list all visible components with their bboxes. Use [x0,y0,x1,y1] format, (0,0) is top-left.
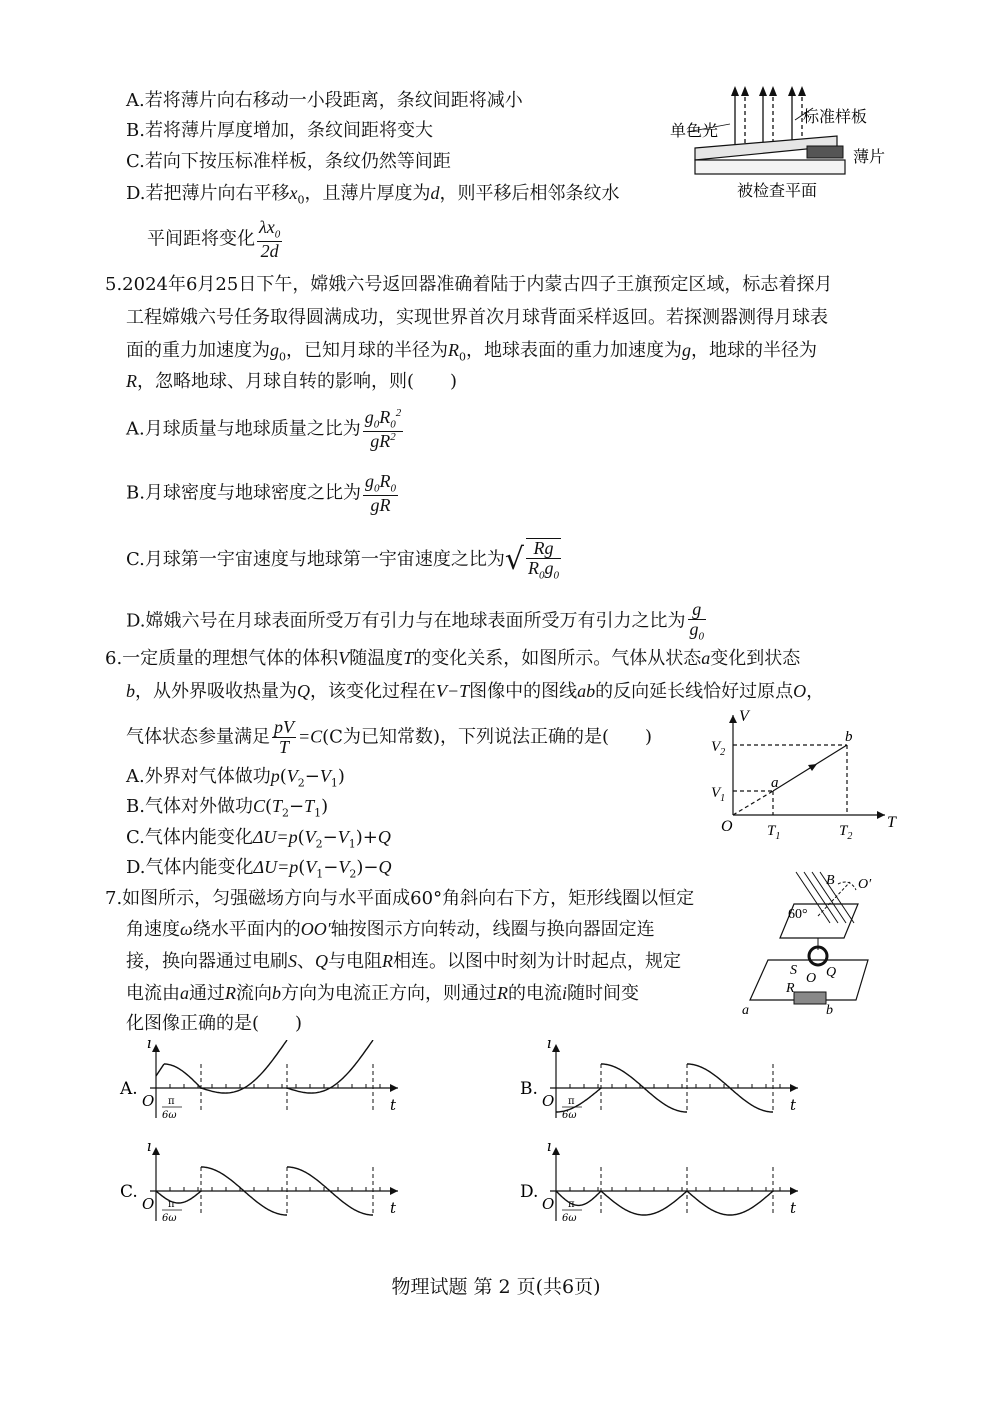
q6-option-d: D.气体内能变化$\Delta U=p(V_1-V_2)-Q$ [126,857,392,881]
origin-label: O [142,1092,155,1110]
point-b-label: b [845,729,853,745]
q5-opt-a-text: A.月球质量与地球质量之比为 [126,418,361,440]
q4-option-a: A.若将薄片向右移动一小段距离，条纹间距将减小 [126,90,523,111]
label-standard-plate: 标准样板 [803,109,868,126]
t2-label: $T_2$ [839,823,853,842]
q7-s2a: 角速度 [126,919,180,940]
axis-arrows [152,1044,398,1092]
t-axis-label: t [790,1199,797,1217]
current-waveform [556,1191,773,1215]
q6-s2a: ，从外界吸收热量为 [135,681,297,702]
v1-label: $V_1$ [711,785,726,804]
q6-s1d: 变化到状态 [710,648,801,669]
current-waveform [156,1040,373,1093]
tick-label-numerator: π [568,1096,575,1107]
q4-option-d-line2: 平间距将变化 $\frac{\lambda x_0}{2d}$ [147,217,281,262]
q6-opt-c-text: C.气体内能变化 [126,827,253,848]
q6-option-a: A.外界对气体做功$p(V_2-V_1)$ [126,766,345,790]
q5-option-c: C.月球第一宇宙速度与地球第一宇宙速度之比为√ $\frac{Rg}{R_0g_0}$ [126,538,559,582]
q4-option-d-line2-text: 平间距将变化 [147,228,255,250]
q7-s2b: 绕水平面内的 [192,919,301,940]
q6-opt-a-text: A.外界对气体做功 [126,766,271,787]
axis-arrows [552,1044,798,1092]
terminal-b-label: b [826,1003,833,1018]
axis-arrows [152,1147,398,1195]
label-inspected-surface: 被检查平面 [737,183,818,200]
tick-label-denominator: 6ω [162,1110,177,1121]
q7-s2c: 轴按图示方向转动，线圈与换向器固定连 [330,919,655,940]
graph-d-svg [518,1143,808,1238]
q5-opt-b-text: B.月球密度与地球密度之比为 [126,482,361,504]
graph-option-label: B. [520,1079,538,1099]
q6-s2b: ，该变化过程在 [310,681,436,702]
q4-option-d-mid: ，且薄片厚度为 [304,183,431,204]
page-footer: 物理试题 第 2 页(共6页) [391,1276,601,1298]
q6-option-c: C.气体内能变化$\Delta U=p(V_2-V_1)+Q$ [126,827,391,851]
q4-option-c: C.若向下按压标准样板，条纹仍然等间距 [126,151,451,172]
t-axis-label: t [790,1096,797,1114]
brush-s-label: S [790,963,797,978]
axis-arrows [552,1147,798,1195]
q6-s1a: 6.一定质量的理想气体的体积 [105,648,339,669]
q7-s4a: 电流由 [126,983,180,1004]
point-a-label: a [771,775,779,791]
origin-label: O [721,818,733,835]
label-thin-slice: 薄片 [853,149,886,166]
q7-stem-line3: 接，换向器通过电刷S、Q与电阻R相连。以图中时刻为计时起点，规定 [126,951,681,972]
tick-label-numerator: π [568,1199,575,1210]
q7-s3c: 相连。以图中时刻为计时起点，规定 [393,951,681,972]
graph-option-label: D. [520,1182,539,1202]
q7-stem-line4: 电流由a通过R流向b方向为电流正方向，则通过R的电流i随时间变 [126,983,640,1004]
q7-s3b: 与电阻 [328,951,382,972]
v-t-graph [705,705,900,850]
o-prime-label: O′ [858,877,872,892]
q6-s1b: 随温度 [349,648,404,669]
q7-s3a: 接，换向器通过电刷 [126,951,288,972]
i-axis-label: i [147,1143,152,1155]
q5-opt-d-text: D.嫦娥六号在月球表面所受万有引力与在地球表面所受万有引力之比为 [126,610,686,632]
q4-option-d-text: D.若把薄片向右平移 [126,183,290,204]
q7-stem-line5: 化图像正确的是( ) [126,1013,303,1034]
graph-option-label: C. [120,1182,138,1202]
resistor-r-label: R [786,981,795,996]
q7-s4b: 通过 [189,983,225,1004]
origin-label: O [542,1195,555,1213]
q7-graph-b[interactable] [518,1040,808,1130]
q4-option-b: B.若将薄片厚度增加，条纹间距将变大 [126,120,433,141]
q7-s4f: 随时间变 [567,983,640,1004]
i-axis-label: i [547,1040,552,1052]
t-axis-label: t [390,1096,397,1114]
tick-label-numerator: π [168,1199,175,1210]
q6-option-b: B.气体对外做功$C(T_2-T_1)$ [126,796,329,820]
graph-option-label: A. [120,1079,138,1099]
origin-label: O [542,1092,555,1110]
q6-opt-b-text: B.气体对外做功 [126,796,253,817]
q6-opt-d-text: D.气体内能变化 [126,857,254,878]
i-axis-label: i [147,1040,152,1052]
q5-s3c: ，地球表面的重力加速度为 [466,340,682,361]
q7-s4c: 流向 [236,983,272,1004]
tick-label-numerator: π [168,1096,175,1107]
q7-graph-c[interactable] [118,1143,408,1238]
q4-option-d-tail: ，则平移后相邻条纹水 [439,183,620,204]
q5-s3a: 面的重力加速度为 [126,340,270,361]
tick-label-denominator: 6ω [162,1213,177,1224]
q5-stem-line4: R，忽略地球、月球自转的影响，则( ) [126,371,458,392]
q7-stem-line2: 角速度ω绕水平面内的OO′轴按图示方向转动，线圈与换向器固定连 [126,919,655,940]
brush-q-label: Q [826,965,837,980]
graph-c-svg [118,1143,408,1238]
q6-s3a: 气体状态参量满足 [126,726,270,748]
rotating-coil-figure [738,868,888,1018]
axis-t-label: T [887,814,896,831]
q4-option-d: D.若把薄片向右平移$x_0$，且薄片厚度为d，则平移后相邻条纹水 [126,183,620,207]
q5-s3b: ，已知月球的半径为 [286,340,448,361]
thin-film-figure [665,82,895,207]
q5-stem-line1: 5.2024年6月25日下午，嫦娥六号返回器准确着陆于内蒙古四子王旗预定区域，标志着探月 [105,274,833,295]
b-field-label: B [826,873,835,888]
o-label: O [806,971,817,986]
q6-s3b: (C为已知常数)，下列说法正确的是( ) [322,726,653,748]
q5-opt-c-text: C.月球第一宇宙速度与地球第一宇宙速度之比为 [126,549,505,571]
q7-graph-d[interactable] [518,1143,808,1238]
q6-stem-line1: 6.一定质量的理想气体的体积V随温度T的变化关系，如图所示。气体从状态a变化到状态 [105,648,801,669]
q5-stem-line3: 面的重力加速度为$g_0$，已知月球的半径为$R_0$，地球表面的重力加速度为g，地球的半径为 [126,340,817,364]
q5-option-a: A.月球质量与地球质量之比为 $\frac{g_0R_0^2}{gR^2}$ [126,407,402,452]
q7-s4d: 方向为电流正方向，则通过 [281,983,497,1004]
axis-v-label: V [739,708,749,725]
i-axis-label: i [547,1143,552,1155]
q6-s2c: 图像中的图线 [469,681,578,702]
q7-stem-line1: 7.如图所示，匀强磁场方向与水平面成60°角斜向右下方，矩形线圈以恒定 [105,888,695,909]
q5-option-d: D.嫦娥六号在月球表面所受万有引力与在地球表面所受万有引力之比为 $\frac{g}{g_0}$ [126,599,705,643]
q5-option-b: B.月球密度与地球密度之比为 $\frac{g_0R_0}{gR}$ [126,471,396,516]
t1-label: $T_1$ [767,823,781,842]
graph-a-svg [118,1040,408,1130]
t-axis-label: t [390,1199,397,1217]
q7-graph-a[interactable] [118,1040,408,1130]
q5-s3d: ，地球的半径为 [691,340,817,361]
q5-stem-line2: 工程嫦娥六号任务取得圆满成功，实现世界首次月球背面采样返回。若探测器测得月球表 [126,307,828,328]
v2-label: $V_2$ [711,739,726,758]
origin-label: O [142,1195,155,1213]
q5-s4: ，忽略地球、月球自转的影响，则( ) [137,371,458,392]
q6-stem-line3: 气体状态参量满足 $\frac{pV}{T}$ =C(C为已知常数)，下列说法正确的是( ) [126,717,653,757]
q6-s1c: 的变化关系，如图所示。气体从状态 [413,648,702,669]
tick-label-denominator: 6ω [562,1213,577,1224]
label-monochromatic-light: 单色光 [670,123,719,140]
angle-label: 60° [788,907,808,922]
terminal-a-label: a [742,1003,749,1018]
tick-label-denominator: 6ω [562,1110,577,1121]
q7-s4e: 的电流 [508,983,562,1004]
q6-stem-line2: b，从外界吸收热量为Q，该变化过程在V−T图像中的图线ab的反向延长线恰好过原点O， [126,681,825,702]
q6-s2d: 的反向延长线恰好过原点 [595,681,794,702]
graph-b-svg [518,1040,808,1130]
